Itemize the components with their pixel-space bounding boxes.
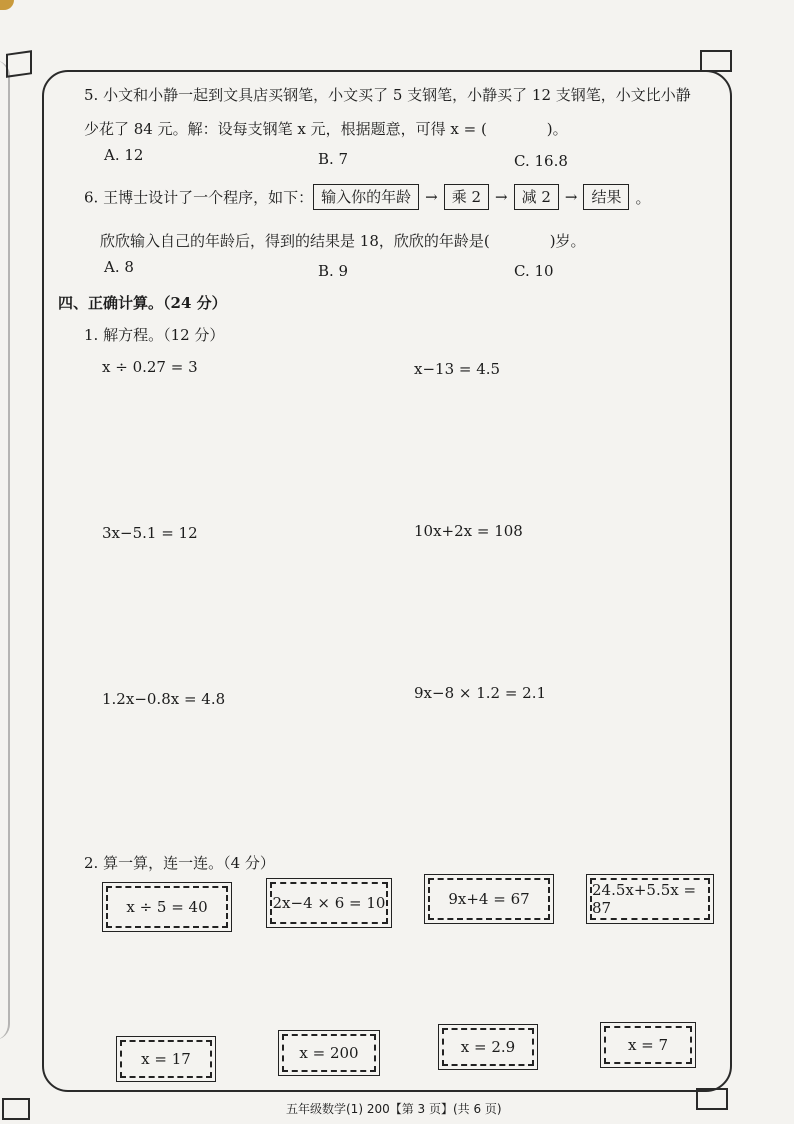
equation-3: 3x−5.1 = 12 [102, 524, 198, 542]
page-footer: 五年级数学(1) 200【第 3 页】(共 6 页) [286, 1102, 502, 1116]
q6-line2: 欣欣输入自己的年龄后，得到的结果是 18，欣欣的年龄是( )岁。 [100, 232, 586, 250]
section4-title: 四、正确计算。（24 分） [58, 294, 227, 312]
equation-1: x ÷ 0.27 = 3 [102, 358, 198, 376]
match-top-box-2[interactable]: 2x−4 × 6 = 10 [270, 882, 388, 924]
q6-step-input-age: 输入你的年龄 [313, 184, 419, 210]
arrow-icon: → [564, 188, 578, 206]
equation-5: 1.2x−0.8x = 4.8 [102, 690, 226, 708]
q5-option-c: C. 16.8 [514, 152, 568, 170]
q5-option-a: A. 12 [104, 146, 144, 164]
q6-step-subtract: 减 2 [514, 184, 559, 210]
match-top-box-1[interactable]: x ÷ 5 = 40 [106, 886, 228, 928]
q5-line1: 5. 小文和小静一起到文具店买钢笔，小文买了 5 支钢笔，小静买了 12 支钢笔，小文比小静 [84, 86, 691, 104]
match-bottom-box-4[interactable]: x = 7 [604, 1026, 692, 1064]
equation-2: x−13 = 4.5 [414, 360, 501, 378]
section4-sub1: 1. 解方程。（12 分） [84, 326, 225, 344]
match-bottom-box-1[interactable]: x = 17 [120, 1040, 212, 1078]
q6-line1 [84, 184, 651, 210]
binding-edge [0, 60, 10, 1040]
match-bottom-box-3[interactable]: x = 2.9 [442, 1028, 534, 1066]
q6-step-result: 结果 [583, 184, 629, 210]
q6-end: 。 [635, 188, 651, 207]
page-frame [42, 70, 732, 1092]
match-top-box-3[interactable]: 9x+4 = 67 [428, 878, 550, 920]
arrow-icon: → [425, 188, 438, 206]
paper-stain [0, 0, 14, 10]
q6-step-multiply: 乘 2 [444, 184, 489, 210]
q5-line2: 少花了 84 元。解：设每支钢笔 x 元，根据题意，可得 x = ( )。 [84, 120, 568, 138]
q6-option-a: A. 8 [104, 258, 134, 276]
equation-4: 10x+2x = 108 [414, 522, 523, 540]
match-bottom-box-2[interactable]: x = 200 [282, 1034, 376, 1072]
arrow-icon: → [495, 188, 508, 206]
q6-prefix: 6. 王博士设计了一个程序，如下： [84, 188, 314, 207]
corner-mark-bottom-left [2, 1098, 30, 1120]
q5-option-b: B. 7 [318, 150, 349, 168]
equation-6: 9x−8 × 1.2 = 2.1 [414, 684, 547, 702]
q6-option-b: B. 9 [318, 262, 349, 280]
section4-sub2: 2. 算一算，连一连。（4 分） [84, 854, 275, 872]
q6-option-c: C. 10 [514, 262, 554, 280]
match-top-box-4[interactable]: 24.5x+5.5x = 87 [590, 878, 710, 920]
corner-mark-top-right [700, 50, 732, 72]
corner-mark-top-left [6, 50, 32, 78]
